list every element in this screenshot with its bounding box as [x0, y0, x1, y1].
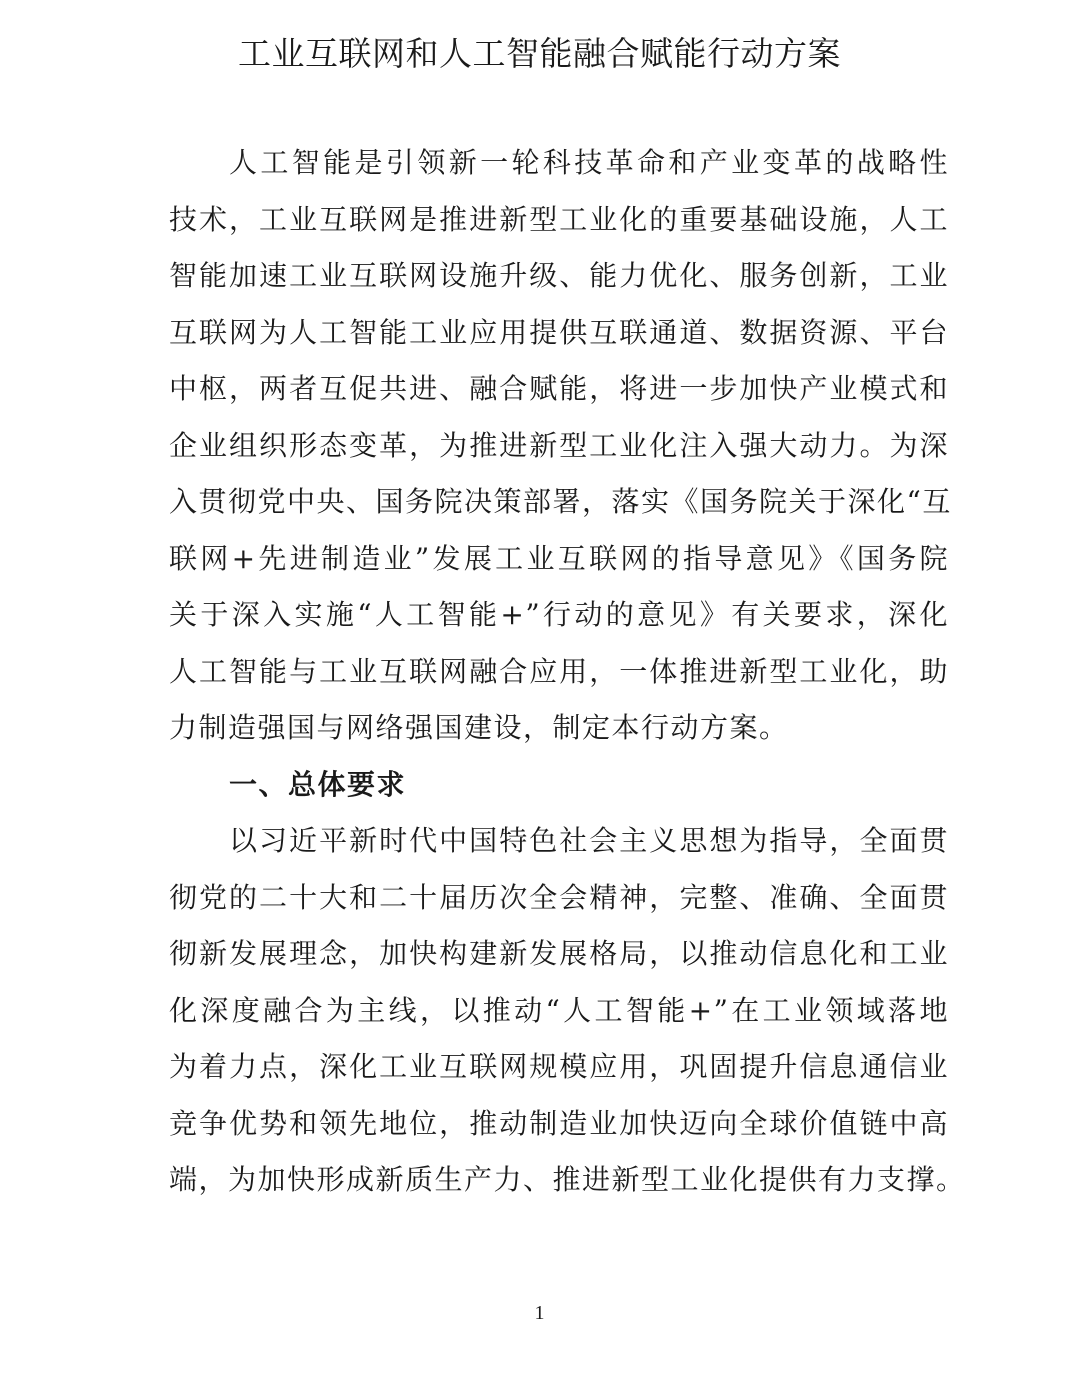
- paragraph-line: 入贯彻党中央、国务院决策部署，落实《国务院关于深化“互: [169, 485, 952, 518]
- paragraph-line: 互联网为人工智能工业应用提供互联通道、数据资源、平台: [169, 315, 949, 349]
- paragraph-line: 人工智能与工业互联网融合应用，一体推进新型工业化，助: [169, 654, 949, 688]
- paragraph-line: 关于深入实施“人工智能+”行动的意见》有关要求，深化: [169, 598, 949, 631]
- paragraph-line: 人工智能是引领新一轮科技革命和产业变革的战略性: [229, 146, 949, 179]
- paragraph-line: 化深度融合为主线，以推动“人工智能+”在工业领域落地: [169, 993, 949, 1027]
- paragraph-line: 企业组织形态变革，为推进新型工业化注入强大动力。为深: [169, 428, 949, 462]
- paragraph-line: 力制造强国与网络强国建设，制定本行动方案。: [169, 711, 789, 744]
- paragraph-line: 彻新发展理念，加快构建新发展格局，以推动信息化和工业: [169, 937, 949, 970]
- paragraph-line: 彻党的二十大和二十届历次全会精神，完整、准确、全面贯: [169, 880, 949, 914]
- paragraph-line: 智能加速工业互联网设施升级、能力优化、服务创新，工业: [169, 259, 949, 292]
- document-body: [169, 135, 966, 1209]
- document-title: 工业互联网和人工智能融合赋能行动方案: [238, 34, 841, 73]
- intro-paragraph: [169, 135, 952, 757]
- paragraph-line: 以习近平新时代中国特色社会主义思想为指导，全面贯: [229, 824, 949, 857]
- paragraph-line: 端，为加快形成新质生产力、推进新型工业化提供有力支撑。: [169, 1163, 966, 1196]
- paragraph-line: 竞争优势和领先地位，推动制造业加快迈向全球价值链中高: [169, 1106, 949, 1140]
- section1-paragraph: [169, 813, 966, 1209]
- paragraph-line: 中枢，两者互促共进、融合赋能，将进一步加快产业模式和: [169, 372, 949, 405]
- paragraph-line: 技术，工业互联网是推进新型工业化的重要基础设施，人工: [169, 202, 949, 236]
- paragraph-line: 为着力点，深化工业互联网规模应用，巩固提升信息通信业: [169, 1050, 949, 1083]
- section-heading: 一、总体要求: [229, 767, 407, 801]
- page-number: 1: [534, 1302, 545, 1324]
- paragraph-line: 联网+先进制造业”发展工业互联网的指导意见》《国务院: [169, 541, 949, 575]
